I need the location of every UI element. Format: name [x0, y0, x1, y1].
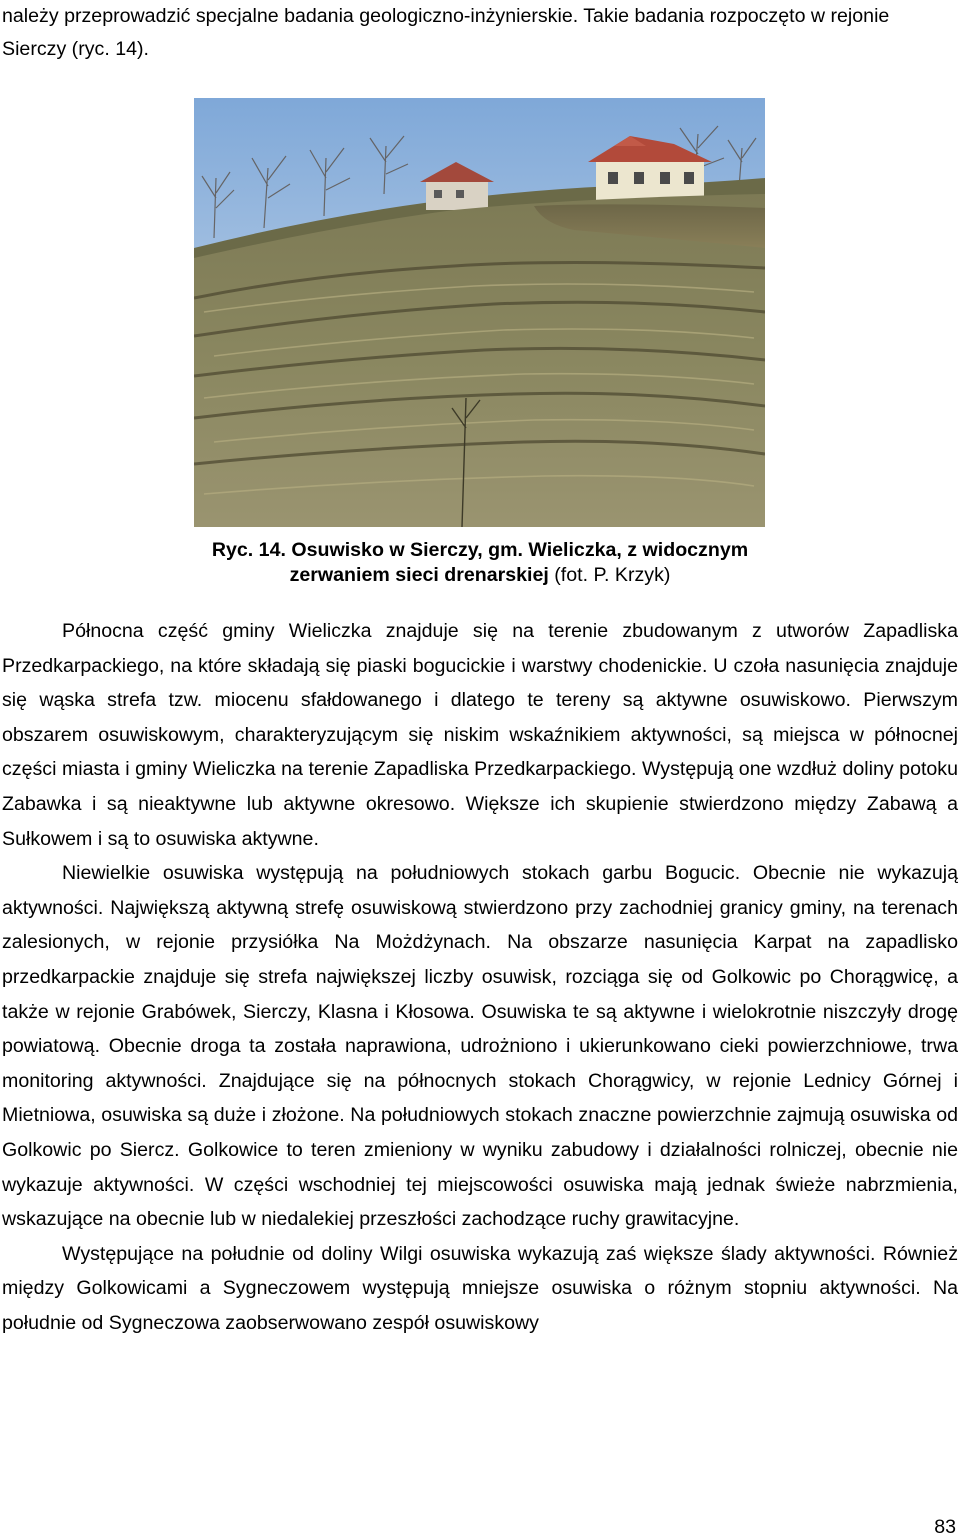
figure-caption-title: Ryc. 14. Osuwisko w Sierczy, gm. Wieliczka, z widocznym zerwaniem sieci drenarskiej	[211, 539, 749, 586]
landslide-photo-drawing	[194, 98, 765, 527]
figure-caption	[160, 538, 800, 588]
intro-paragraph: należy przeprowadzić specjalne badania geologiczno-inżynierskie. Takie badania rozpoczęto w rejonie Sierczy (ryc. 14).	[2, 5, 890, 60]
body-paragraph-2: Niewielkie osuwiska występują na południowych stokach garbu Bogucic. Obecnie nie wykazują aktywności. Największą aktywną strefę osuwiskową stwierdzono przy zachodniej granicy gminy, na terenach zalesionych, w rejonie przysiółka Na Możdżynach. Na obszarze nasunięcia Karpat na zapadlisko przedkarpackie znajduje się strefa największej liczby osuwisk, rozciąga się od Golkowic po Chorągwicę, a także w rejonie Grabówek, Sierczy, Klasna i Kłosowa. Osuwiska te są aktywne i wielokrotnie niszczyły drogę powiatową. Obecnie droga ta została naprawiona, udrożniono i ukierunkowano cieki powierzchniowe, trwa monitoring aktywności. Znajdujące się na północnych stokach Chorągwicy, w rejonie Lednicy Górnej i Mietniowa, osuwiska są duże i złożone. Na południowych stokach znaczne powierzchnie zajmują osuwiska od Golkowic po Siercz. Golkowice to teren zmieniony w wyniku zabudowy i działalności rolniczej, obecnie nie wykazuje aktywności. W części wschodniej tej miejscowości osuwiska mają jednak świeże nabrzmienia, wskazujące na obecnie lub w niedalekiej przeszłości zachodzące ruchy grawitacyjne.	[2, 862, 958, 1231]
landslide-photo	[194, 98, 765, 527]
body-paragraph-1: Północna część gminy Wieliczka znajduje się na terenie zbudowanym z utworów Zapadliska Przedkarpackiego, na które składają się piaski bogucickie i warstwy chodenickie. U czoła nasunięcia znajduje się wąska strefa tzw. miocenu sfałdowanego i dlatego te tereny są aktywne osuwiskowo. Pierwszym obszarem osuwiskowym, charakteryzującym się niskim wskaźnikiem aktywności, są miejsca w północnej części miasta i gminy Wieliczka na terenie Zapadliska Przedkarpackiego. Występują one wzdłuż doliny potoku Zabawka i są nieaktywne lub aktywne okresowo. Większe ich skupienie stwierdzono między Zabawą a Sułkowem i są to osuwiska aktywne.	[2, 620, 958, 850]
figure-caption-credit: (fot. P. Krzyk)	[548, 564, 671, 586]
page-number: 83	[934, 1516, 956, 1538]
body-paragraph-3: Występujące na południe od doliny Wilgi osuwiska wykazują zaś większe ślady aktywności. Również między Golkowicami a Sygneczowem występują mniejsze osuwiska o różnym stopniu aktywności. Na południe od Sygneczowa zaobserwowano zespół osuwiskowy	[2, 1242, 958, 1334]
body-text	[2, 614, 958, 1340]
